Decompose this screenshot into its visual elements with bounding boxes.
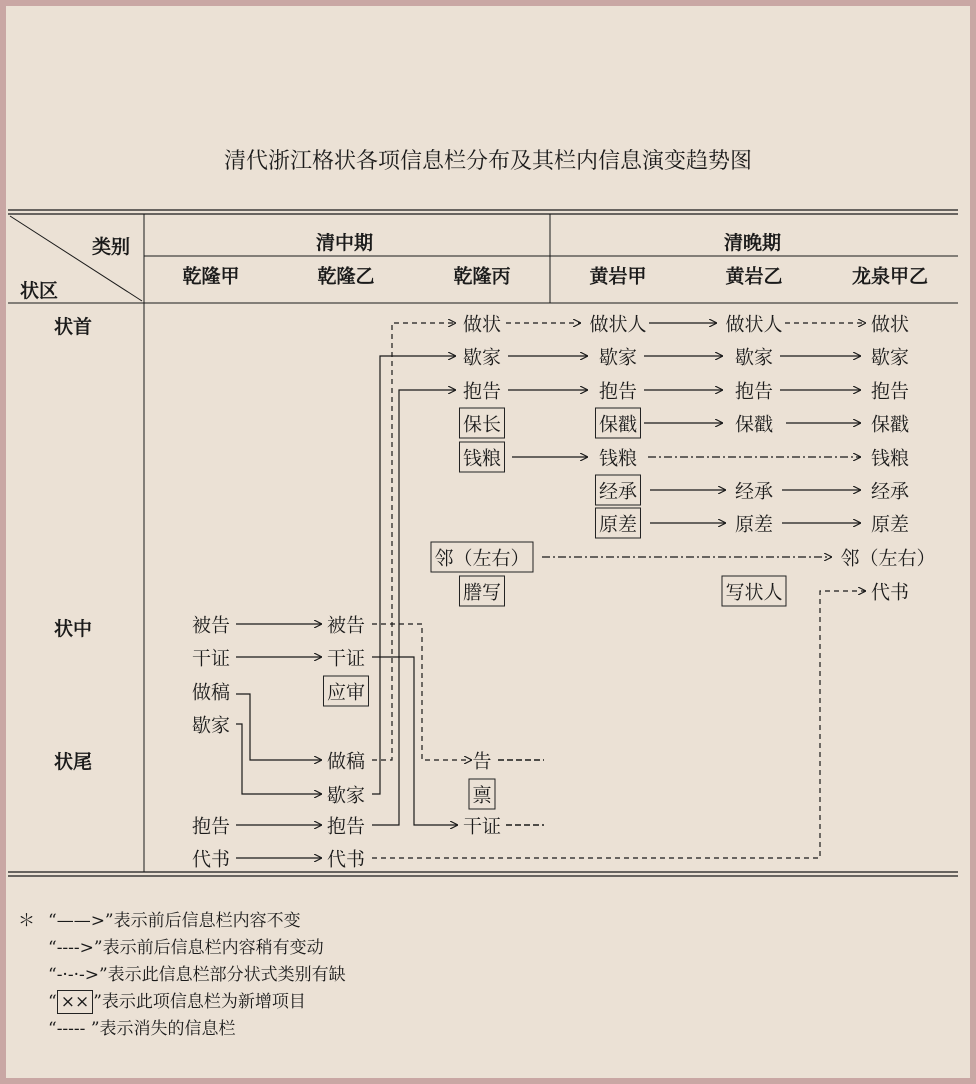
legend-item-unchanged — [48, 906, 301, 931]
legend-text: 表示前后信息栏内容稍有变动 — [102, 938, 324, 958]
cell-xiejia: 歇家 — [191, 714, 231, 737]
disappear-marks — [498, 760, 544, 825]
legend-text: 表示消失的信息栏 — [99, 1019, 236, 1039]
period-mid-qing: 清中期 — [316, 232, 374, 254]
cell-zuozhuang: 做状 — [462, 313, 502, 336]
cell-tengxie-new: 謄写 — [459, 576, 505, 607]
legend-text: 表示此信息栏部分状式类别有缺 — [107, 965, 346, 985]
column-header-huangyan-a: 黄岩甲 — [589, 265, 647, 288]
column-header-huangyan-b: 黄岩乙 — [725, 265, 783, 288]
legend-star: ＊ — [18, 911, 35, 931]
cell-xiezhuangren-new: 写状人 — [721, 576, 786, 607]
cell-qianliang: 钱粮 — [598, 447, 638, 470]
column-header-qianlong-c: 乾隆丙 — [453, 265, 511, 288]
cell-xiejia: 歇家 — [870, 346, 910, 369]
cell-zuogao: 做稿 — [326, 750, 366, 773]
legend-item-disappeared — [48, 1014, 236, 1039]
cell-lin: 邻（左右） — [840, 547, 936, 570]
period-late-qing: 清晚期 — [724, 232, 782, 254]
legend-symbol-open: “ — [48, 992, 57, 1012]
corner-region-label: 状区 — [20, 280, 59, 302]
column-header-qianlong-b: 乾隆乙 — [317, 265, 375, 288]
column-header-qianlong-a: 乾隆甲 — [182, 265, 240, 288]
cell-ganzheng: 干证 — [191, 647, 231, 670]
cell-baogao: 抱告 — [870, 380, 910, 403]
cell-jingcheng: 经承 — [870, 480, 910, 503]
cell-bing-new: 禀 — [468, 779, 495, 810]
cell-zuozhuangren: 做状人 — [725, 313, 783, 336]
cell-xiejia: 歇家 — [598, 346, 638, 369]
cell-baozhang-new: 保长 — [459, 408, 505, 439]
legend-symbol: “——>” — [48, 911, 114, 931]
legend-item-new — [48, 987, 306, 1012]
legend-box-symbol: ×× — [57, 990, 94, 1014]
cell-daishu: 代书 — [326, 848, 366, 871]
legend-item-slightly-changed — [48, 933, 324, 958]
cell-baozhuo: 保戳 — [734, 413, 774, 436]
cell-jingcheng-new: 经承 — [595, 475, 641, 506]
legend-symbol: “-·-·->” — [48, 965, 108, 985]
cell-ganzheng: 干证 — [326, 647, 366, 670]
cell-beigao: 被告 — [191, 614, 231, 637]
cell-baogao: 抱告 — [598, 380, 638, 403]
cell-ganzheng: 干证 — [462, 815, 502, 838]
cell-jingcheng: 经承 — [734, 480, 774, 503]
legend-text: 表示此项信息栏为新增项目 — [101, 992, 306, 1012]
cell-lin-new: 邻（左右） — [430, 542, 533, 573]
row-label-head: 状首 — [54, 316, 93, 338]
corner-category-label: 类别 — [92, 236, 131, 258]
cell-zuogao: 做稿 — [191, 681, 231, 704]
cell-zuozhuang: 做状 — [870, 313, 910, 336]
cell-daishu: 代书 — [870, 581, 910, 604]
cell-xiejia: 歇家 — [326, 784, 366, 807]
cell-beigao: 被告 — [326, 614, 366, 637]
cell-zuozhuangren: 做状人 — [589, 313, 647, 336]
cell-xiejia: 歇家 — [734, 346, 774, 369]
legend-text: 表示前后信息栏内容不变 — [113, 911, 301, 931]
cell-daishu: 代书 — [191, 848, 231, 871]
row-label-tail: 状尾 — [54, 751, 93, 773]
row-label-middle: 状中 — [54, 618, 93, 640]
cell-baozhuo: 保戳 — [870, 413, 910, 436]
cell-gao: 告 — [472, 750, 492, 773]
legend-symbol: “---->” — [48, 938, 103, 958]
legend-symbol: “----- ” — [48, 1019, 100, 1039]
figure-page — [6, 6, 970, 1078]
cell-xiejia: 歇家 — [462, 346, 502, 369]
cell-baogao: 抱告 — [191, 815, 231, 838]
legend-symbol-close: ” — [93, 992, 102, 1012]
cell-qianliang: 钱粮 — [870, 447, 910, 470]
cell-yuanchai-new: 原差 — [595, 508, 641, 539]
legend-item-partially-missing — [48, 960, 346, 985]
cell-baogao: 抱告 — [462, 380, 502, 403]
cell-baogao: 抱告 — [734, 380, 774, 403]
cell-baogao: 抱告 — [326, 815, 366, 838]
cell-yuanchai: 原差 — [870, 513, 910, 536]
figure-title: 清代浙江格状各项信息栏分布及其栏内信息演变趋势图 — [223, 149, 752, 174]
cell-qianliang-new: 钱粮 — [459, 442, 505, 473]
cell-yuanchai: 原差 — [734, 513, 774, 536]
cell-baozhuo-new: 保戳 — [595, 408, 641, 439]
cell-yingshen-new: 应审 — [323, 676, 369, 707]
column-header-longquan: 龙泉甲乙 — [851, 265, 929, 288]
